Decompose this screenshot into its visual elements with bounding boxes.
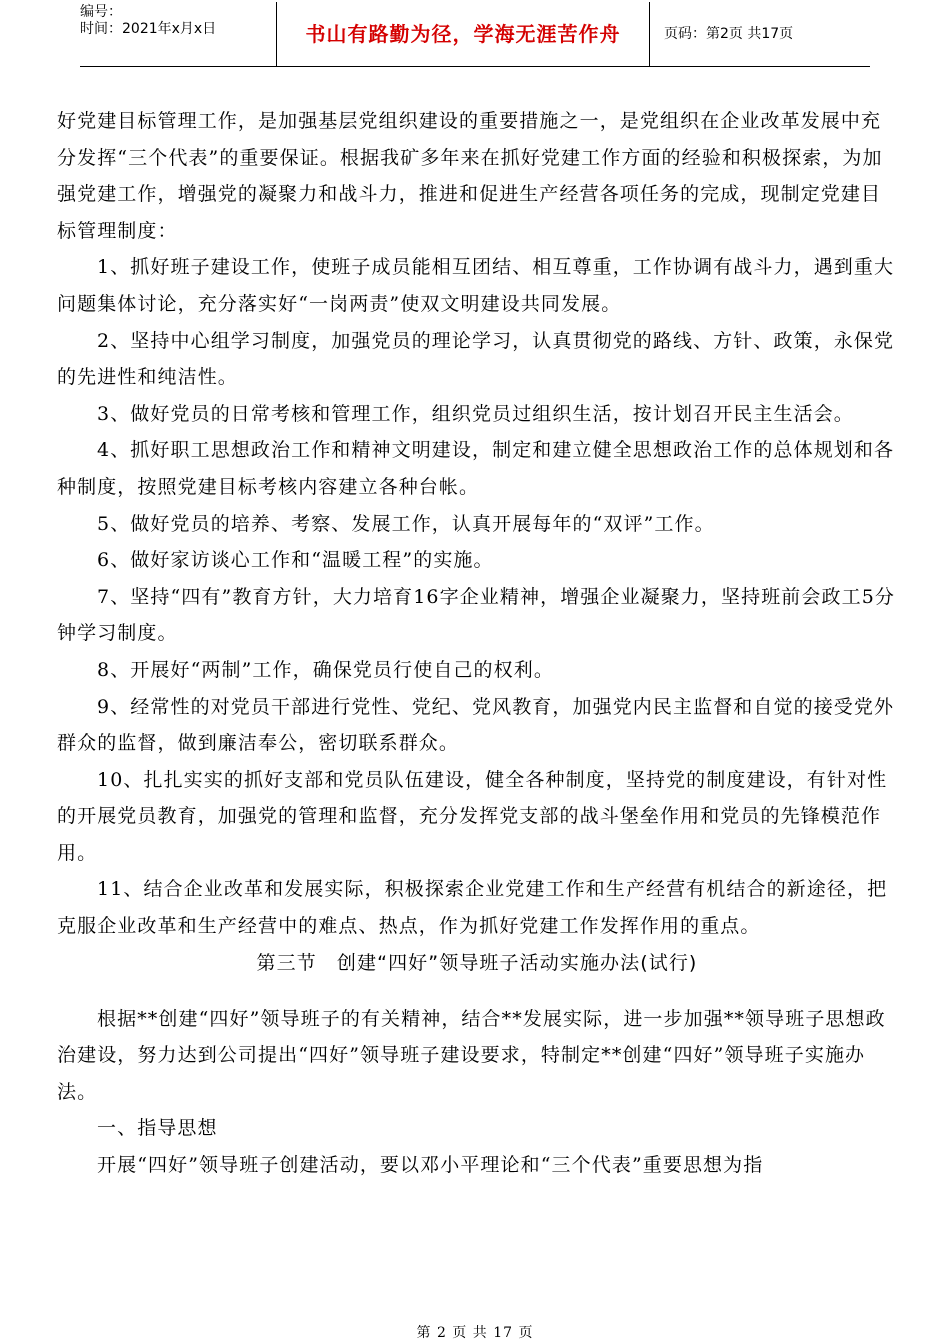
header-page-info: 页码：第2页 共17页 [664,26,794,42]
section-last-line: 开展“四好”领导班子创建活动，要以邓小平理论和“三个代表”重要思想为指 [97,1154,764,1177]
list-item: 5、做好党员的培养、考察、发展工作，认真开展每年的“双评”工作。 [97,512,715,535]
header-page-cell [650,2,870,66]
list-item: 8、开展好“两制”工作，确保党员行使自己的权利。 [97,658,554,681]
document-time-label: 时间：2021年x月x日 [80,21,217,37]
list-item: 11、结合企业改革和发展实际，积极探索企业党建工作和生产经营有机结合的新途径，把克服企业改革和生产经营中的难点、热点，作为抓好党建工作发挥作用的重点。 [57,878,888,938]
page-footer: 第 2 页 共 17 页 [416,1325,534,1341]
page-header [80,2,870,67]
list-item: 9、经常性的对党员干部进行党性、党纪、党风教育，加强党内民主监督和自觉的接受党外群众的监督，做到廉洁奉公，密切联系群众。 [57,695,895,755]
list-item: 1、抓好班子建设工作，使班子成员能相互团结、相互尊重，工作协调有战斗力，遇到重大问题集体讨论，充分落实好“一岗两责”使双文明建设共同发展。 [57,256,895,315]
list-item: 2、坚持中心组学习制度，加强党员的理论学习，认真贯彻党的路线、方针、政策，永保党的先进性和纯洁性。 [57,329,895,389]
list-item: 4、抓好职工思想政治工作和精神文明建设，制定和建立健全思想政治工作的总体规划和各种制度，按照党建目标考核内容建立各种台帐。 [57,439,895,498]
list-item: 7、坚持“四有”教育方针，大力培育16字企业精神，增强企业凝聚力，坚持班前会政工5分钟学习制度。 [57,585,895,645]
header-motto: 书山有路勤为径，学海无涯苦作舟 [305,22,621,46]
document-body [57,103,897,1184]
header-motto-cell [277,2,650,66]
list-item: 3、做好党员的日常考核和管理工作，组织党员过组织生活，按计划召开民主生活会。 [97,402,854,425]
header-meta [80,2,277,66]
section-subheading: 一、指导思想 [97,1117,218,1140]
list-item: 10、扎扎实实的抓好支部和党员队伍建设，健全各种制度，坚持党的制度建设，有针对性的开展党员教育，加强党的管理和监督，充分发挥党支部的战斗堡垒作用和党员的先锋模范作用。 [57,768,888,864]
document-number-label: 编号： [80,4,122,20]
section-intro: 根据**创建“四好”领导班子的有关精神，结合**发展实际，进一步加强**领导班子思想政治建设，努力达到公司提出“四好”领导班子建设要求，特制定**创建“四好”领导班子实施办法。 [57,1007,886,1103]
list-item: 6、做好家访谈心工作和“温暖工程”的实施。 [97,549,494,572]
paragraph-intro: 好党建目标管理工作，是加强基层党组织建设的重要措施之一，是党组织在企业改革发展中充分发挥“三个代表”的重要保证。根据我矿多年来在抓好党建工作方面的经验和积极探索，为加强党建工作，增强党的凝聚力和战斗力，推进和促进生产经营各项任务的完成，现制定党建目标管理制度： [57,110,883,242]
section-title: 第三节 创建“四好”领导班子活动实施办法(试行) [256,951,698,974]
